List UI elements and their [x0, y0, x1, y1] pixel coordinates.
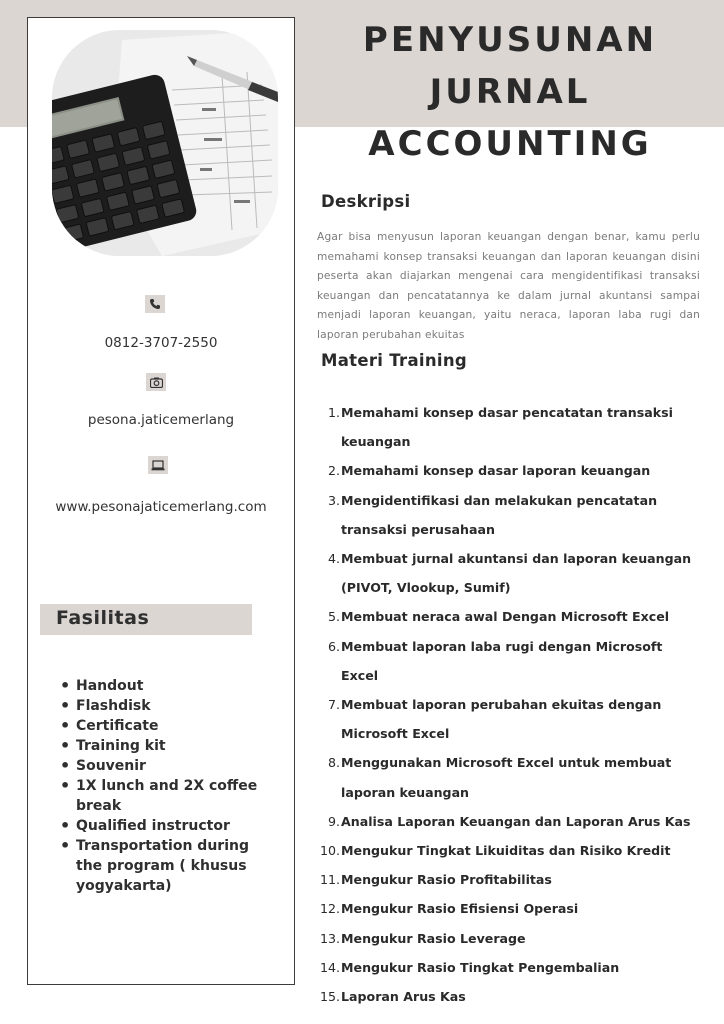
list-item: • Flashdisk: [58, 696, 258, 716]
title-line: ACCOUNTING: [368, 124, 652, 164]
list-item: • Certificate: [58, 716, 258, 736]
list-item: 12. Mengukur Rasio Efisiensi Operasi: [319, 901, 579, 917]
list-item: 1. Memahami konsep dasar pencatatan transaksi keuangan: [327, 405, 673, 450]
laptop-icon: [148, 456, 168, 474]
fasilitas-heading-box: [40, 604, 252, 635]
list-item: 5. Membuat neraca awal Dengan Microsoft Excel: [327, 609, 670, 625]
list-item-text: Memahami konsep dasar pencatatan transaksi keuangan: [341, 405, 673, 450]
fasilitas-title: Fasilitas: [56, 607, 150, 629]
list-item-text: Membuat laporan perubahan ekuitas dengan Microsoft Excel: [341, 697, 662, 742]
list-item: 11. Mengukur Rasio Profitabilitas: [319, 872, 552, 888]
title-line: PENYUSUNAN: [362, 20, 658, 60]
list-item: 8. Menggunakan Microsoft Excel untuk membuat laporan keuangan: [327, 755, 672, 800]
list-item: • Transportation during the program ( khusus yogyakarta): [58, 836, 258, 896]
deskripsi-text: Agar bisa menyusun laporan keuangan dengan benar, kamu perlu memahami konsep transaksi keuangan dan laporan keuangan disini peserta akan diajarkan mengenai cara mengidentifikasi transaksi keuangan dan pencatatannya ke dalam jurnal akuntansi sampai menjadi laporan keuangan, yaitu neraca, laporan laba rugi dan laporan perubahan ekuitas: [317, 231, 700, 341]
materi-heading: Materi Training: [321, 351, 467, 370]
list-item: 9. Analisa Laporan Keuangan dan Laporan Arus Kas: [327, 813, 691, 829]
page-title: [300, 14, 720, 170]
list-item-text: Mengukur Rasio Tingkat Pengembalian: [341, 959, 620, 975]
list-item-text: Analisa Laporan Keuangan dan Laporan Arus Kas: [341, 813, 691, 829]
list-item-text: Membuat jurnal akuntansi dan laporan keuangan (PIVOT, Vlookup, Sumif): [341, 551, 692, 596]
list-item: 13. Mengukur Rasio Leverage: [319, 930, 526, 946]
fasilitas-list: [58, 676, 258, 896]
list-item: 2. Memahami konsep dasar laporan keuangan: [327, 463, 651, 479]
list-item: 4. Membuat jurnal akuntansi dan laporan keuangan (PIVOT, Vlookup, Sumif): [327, 551, 692, 596]
list-item: 6. Membuat laporan laba rugi dengan Microsoft Excel: [327, 638, 663, 683]
list-item-text: Mengidentifikasi dan melakukan pencatatan transaksi perusahaan: [341, 492, 658, 537]
list-item-text: Membuat neraca awal Dengan Microsoft Excel: [341, 609, 670, 625]
title-line: JURNAL: [429, 72, 591, 112]
list-item: • Training kit: [58, 736, 258, 756]
deskripsi-heading: Deskripsi: [321, 192, 411, 211]
instagram-handle[interactable]: pesona.jaticemerlang: [87, 412, 235, 428]
list-item-text: Laporan Arus Kas: [341, 989, 466, 1005]
list-item-text: Membuat laporan laba rugi dengan Microsoft Excel: [341, 638, 663, 683]
list-item: 3. Mengidentifikasi dan melakukan pencatatan transaksi perusahaan: [327, 492, 658, 537]
list-item: 10. Mengukur Tingkat Likuiditas dan Risiko Kredit: [319, 843, 671, 859]
list-item-text: Mengukur Tingkat Likuiditas dan Risiko Kredit: [341, 843, 671, 859]
list-item-text: Mengukur Rasio Leverage: [341, 930, 526, 946]
list-item: 7. Membuat laporan perubahan ekuitas dengan Microsoft Excel: [327, 697, 662, 742]
list-item: 15. Laporan Arus Kas: [319, 989, 466, 1005]
camera-icon: [146, 373, 166, 391]
list-item: • 1X lunch and 2X coffee break: [58, 776, 258, 816]
phone-icon: [145, 295, 165, 313]
list-item: • Souvenir: [58, 756, 258, 776]
list-item-text: Mengukur Rasio Efisiensi Operasi: [341, 901, 579, 917]
list-item-text: Menggunakan Microsoft Excel untuk membuat laporan keuangan: [341, 755, 672, 800]
list-item: 14. Mengukur Rasio Tingkat Pengembalian: [319, 959, 620, 975]
list-item: • Handout: [58, 676, 258, 696]
list-item-text: Mengukur Rasio Profitabilitas: [341, 872, 552, 888]
website-link[interactable]: www.pesonajaticemerlang.com: [55, 499, 267, 515]
materi-list: [318, 398, 703, 1011]
phone-number[interactable]: 0812-3707-2550: [104, 335, 218, 351]
calculator-photo: [52, 30, 278, 256]
list-item: • Qualified instructor: [58, 816, 258, 836]
list-item-text: Memahami konsep dasar laporan keuangan: [341, 463, 651, 479]
